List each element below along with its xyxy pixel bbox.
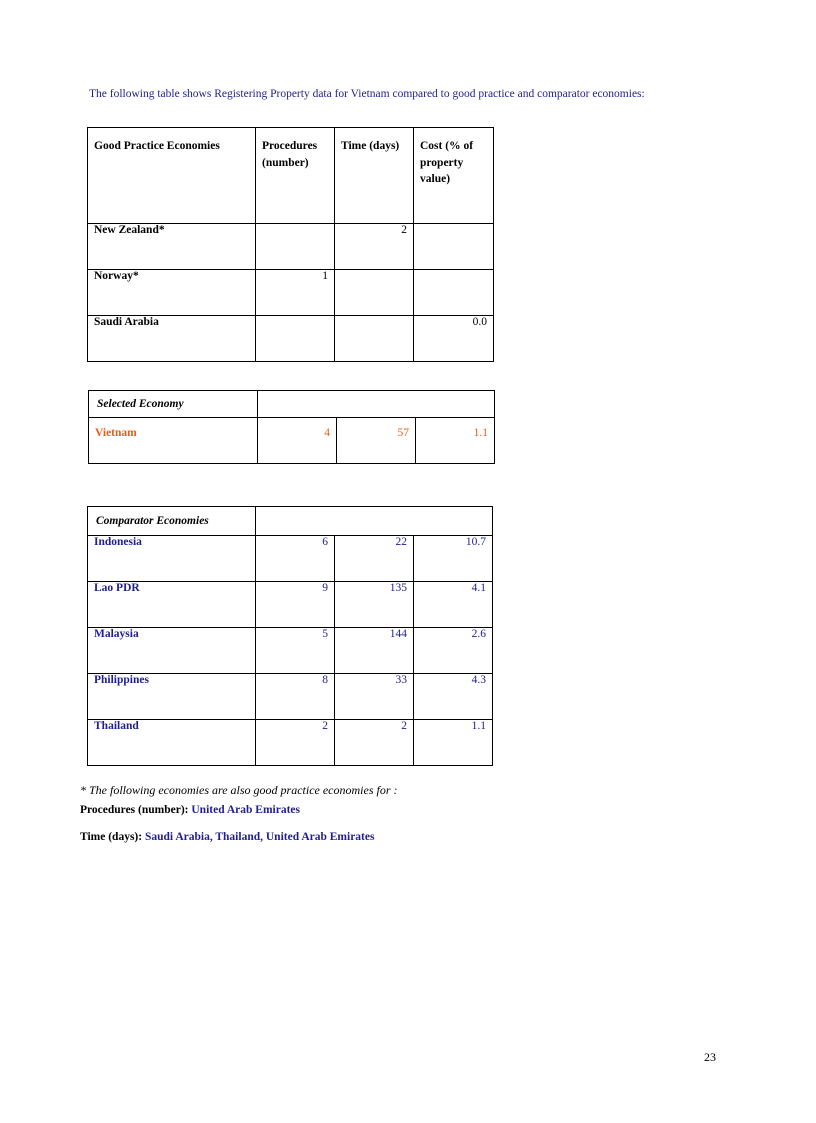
page-number: 23	[704, 1050, 716, 1064]
cost-value: 10.7	[414, 536, 493, 582]
procedures-value	[256, 224, 335, 270]
selected-economy-title: Selected Economy	[89, 391, 258, 418]
table-row	[89, 418, 495, 464]
time-value	[335, 316, 414, 362]
procedures-value: 8	[256, 674, 335, 720]
time-value: 22	[335, 536, 414, 582]
table-row	[88, 628, 493, 674]
section-header-row	[88, 507, 493, 536]
economy-name: Lao PDR	[88, 582, 256, 628]
time-value: 135	[335, 582, 414, 628]
table-row	[88, 720, 493, 766]
section-header-blank	[256, 507, 493, 536]
economy-name: Malaysia	[88, 628, 256, 674]
table-row	[88, 270, 494, 316]
cost-value	[414, 224, 494, 270]
table-row	[88, 224, 494, 270]
good-practice-table	[87, 127, 494, 362]
header-row	[88, 128, 494, 224]
procedures-value: 4	[258, 418, 337, 464]
cost-value: 4.3	[414, 674, 493, 720]
economy-name: Philippines	[88, 674, 256, 720]
footnote-intro: * The following economies are also good practice economies for :	[80, 783, 398, 797]
economy-name: Saudi Arabia	[88, 316, 256, 362]
time-value: 57	[337, 418, 416, 464]
header-procedures: Procedures (number)	[256, 128, 335, 224]
table-row	[88, 674, 493, 720]
section-header-blank	[258, 391, 495, 418]
time-value: 2	[335, 720, 414, 766]
cost-value	[414, 270, 494, 316]
time-value: 144	[335, 628, 414, 674]
economy-name: Thailand	[88, 720, 256, 766]
cost-value: 2.6	[414, 628, 493, 674]
procedures-value: 6	[256, 536, 335, 582]
intro-text: The following table shows Registering Property data for Vietnam compared to good practice and comparator economies:	[89, 88, 645, 100]
footnote-procedures	[80, 804, 300, 816]
footnote-procedures-value: United Arab Emirates	[191, 804, 300, 816]
cost-value: 0.0	[414, 316, 494, 362]
table-row	[88, 316, 494, 362]
economy-name: Indonesia	[88, 536, 256, 582]
comparator-economies-table	[87, 506, 493, 766]
footnote-procedures-label: Procedures (number):	[80, 804, 189, 816]
procedures-value: 2	[256, 720, 335, 766]
selected-economy-table	[88, 390, 495, 464]
header-economy: Good Practice Economies	[88, 128, 256, 224]
header-time: Time (days)	[335, 128, 414, 224]
procedures-value	[256, 316, 335, 362]
section-header-row	[89, 391, 495, 418]
procedures-value: 9	[256, 582, 335, 628]
economy-name: Norway*	[88, 270, 256, 316]
footnote-time-value: Saudi Arabia, Thailand, United Arab Emirates	[144, 831, 375, 843]
time-value: 33	[335, 674, 414, 720]
comparator-economies-title: Comparator Economies	[88, 507, 256, 536]
table-row	[88, 536, 493, 582]
cost-value: 4.1	[414, 582, 493, 628]
procedures-value: 5	[256, 628, 335, 674]
header-cost: Cost (% of property value)	[414, 128, 494, 224]
table-row	[88, 582, 493, 628]
time-value	[335, 270, 414, 316]
cost-value: 1.1	[414, 720, 493, 766]
time-value: 2	[335, 224, 414, 270]
procedures-value: 1	[256, 270, 335, 316]
cost-value: 1.1	[416, 418, 495, 464]
economy-name: Vietnam	[89, 418, 258, 464]
footnote-time-label: Time (days):	[80, 831, 143, 843]
economy-name: New Zealand*	[88, 224, 256, 270]
footnote-time	[80, 831, 374, 843]
